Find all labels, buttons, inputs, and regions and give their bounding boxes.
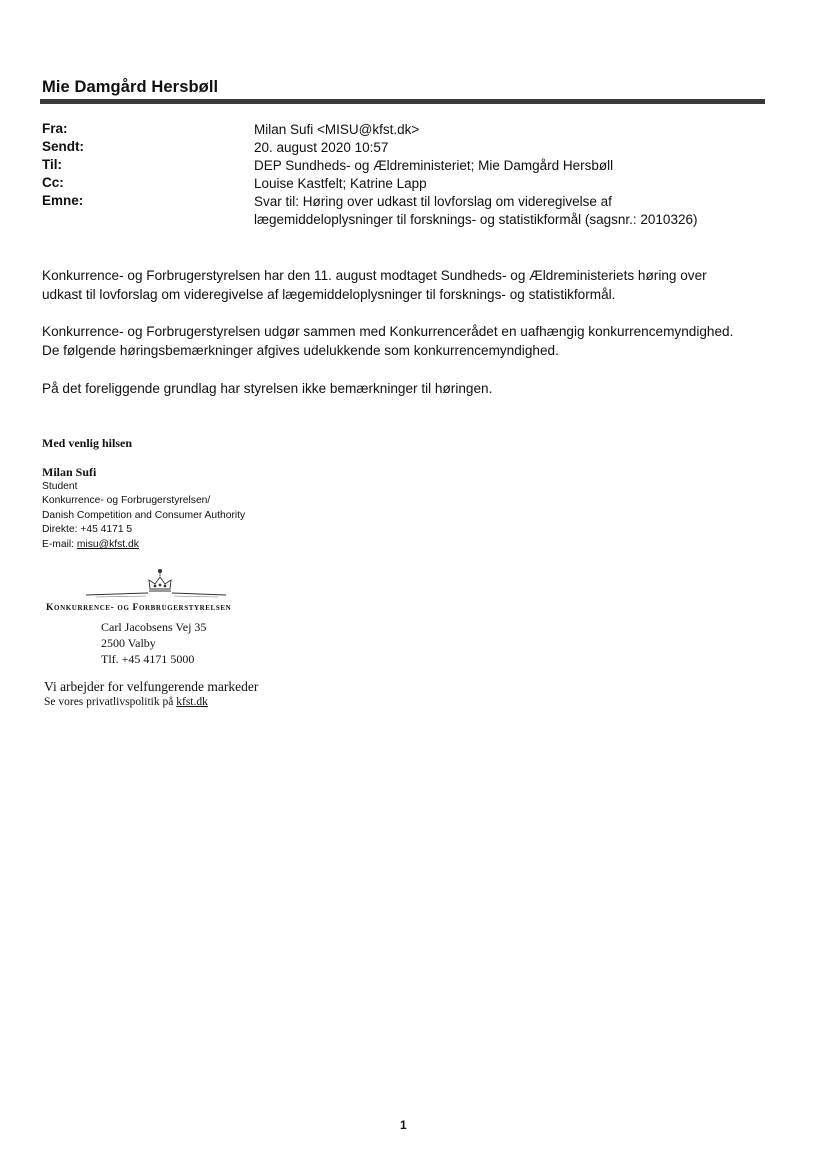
page-number: 1 xyxy=(400,1118,407,1132)
sent-label: Sendt: xyxy=(42,139,84,154)
logo-wordmark: Konkurrence- og Forbrugerstyrelsen xyxy=(46,602,232,613)
from-label: Fra: xyxy=(42,121,68,136)
signature-email-label: E-mail: xyxy=(42,539,77,550)
subject-line-1: Svar til: Høring over udkast til lovforslag om videregivelse af xyxy=(254,194,612,209)
cc-value: Louise Kastfelt; Katrine Lapp xyxy=(254,176,427,191)
address-street: Carl Jacobsens Vej 35 xyxy=(101,620,207,634)
paragraph-3: På det foreliggende grundlag har styrelsen ikke bemærkninger til høringen. xyxy=(42,381,493,396)
cc-label: Cc: xyxy=(42,175,64,190)
subject-label: Emne: xyxy=(42,193,84,208)
from-value: Milan Sufi <MISU@kfst.dk> xyxy=(254,122,420,137)
sent-value: 20. august 2020 10:57 xyxy=(254,140,389,155)
signature-org-da: Konkurrence- og Forbrugerstyrelsen/ xyxy=(42,495,211,506)
document-title: Mie Damgård Hersbøll xyxy=(42,78,219,96)
privacy-text: Se vores privatlivspolitik på xyxy=(44,696,177,708)
title-divider xyxy=(40,99,765,104)
paragraph-1-line-1: Konkurrence- og Forbrugerstyrelsen har den 11. august modtaget Sundheds- og Ældreministeriets høring over xyxy=(42,268,707,283)
signature-email-line xyxy=(42,538,139,553)
address-phone: Tlf. +45 4171 5000 xyxy=(101,652,195,666)
paragraph-2-line-2: De følgende høringsbemærkninger afgives udelukkende som konkurrencemyndighed. xyxy=(42,343,559,358)
footer-privacy xyxy=(44,696,208,708)
signature-name: Milan Sufi xyxy=(42,465,97,479)
paragraph-2-line-1: Konkurrence- og Forbrugerstyrelsen udgør sammen med Konkurrencerådet en uafhængig konkurrencemyndighed. xyxy=(42,324,734,339)
to-value: DEP Sundheds- og Ældreministeriet; Mie Damgård Hersbøll xyxy=(254,158,614,173)
privacy-link[interactable]: kfst.dk xyxy=(176,696,208,708)
crown-icon xyxy=(86,568,236,602)
signature-email-link[interactable]: misu@kfst.dk xyxy=(76,539,139,550)
to-label: Til: xyxy=(42,157,62,172)
subject-line-2: lægemiddeloplysninger til forsknings- og statistikformål (sagsnr.: 2010326) xyxy=(254,212,698,227)
signature-role: Student xyxy=(42,481,78,492)
address-city: 2500 Valby xyxy=(101,636,156,650)
logo xyxy=(86,568,236,602)
signature-org-en: Danish Competition and Consumer Authority xyxy=(42,510,246,521)
paragraph-1-line-2: udkast til lovforslag om videregivelse af lægemiddeloplysninger til forsknings- og statistikformål. xyxy=(42,287,616,302)
signature-direct: Direkte: +45 4171 5 xyxy=(42,524,133,535)
signature-greeting: Med venlig hilsen xyxy=(42,436,133,450)
footer-slogan: Vi arbejder for velfungerende markeder xyxy=(44,679,259,694)
